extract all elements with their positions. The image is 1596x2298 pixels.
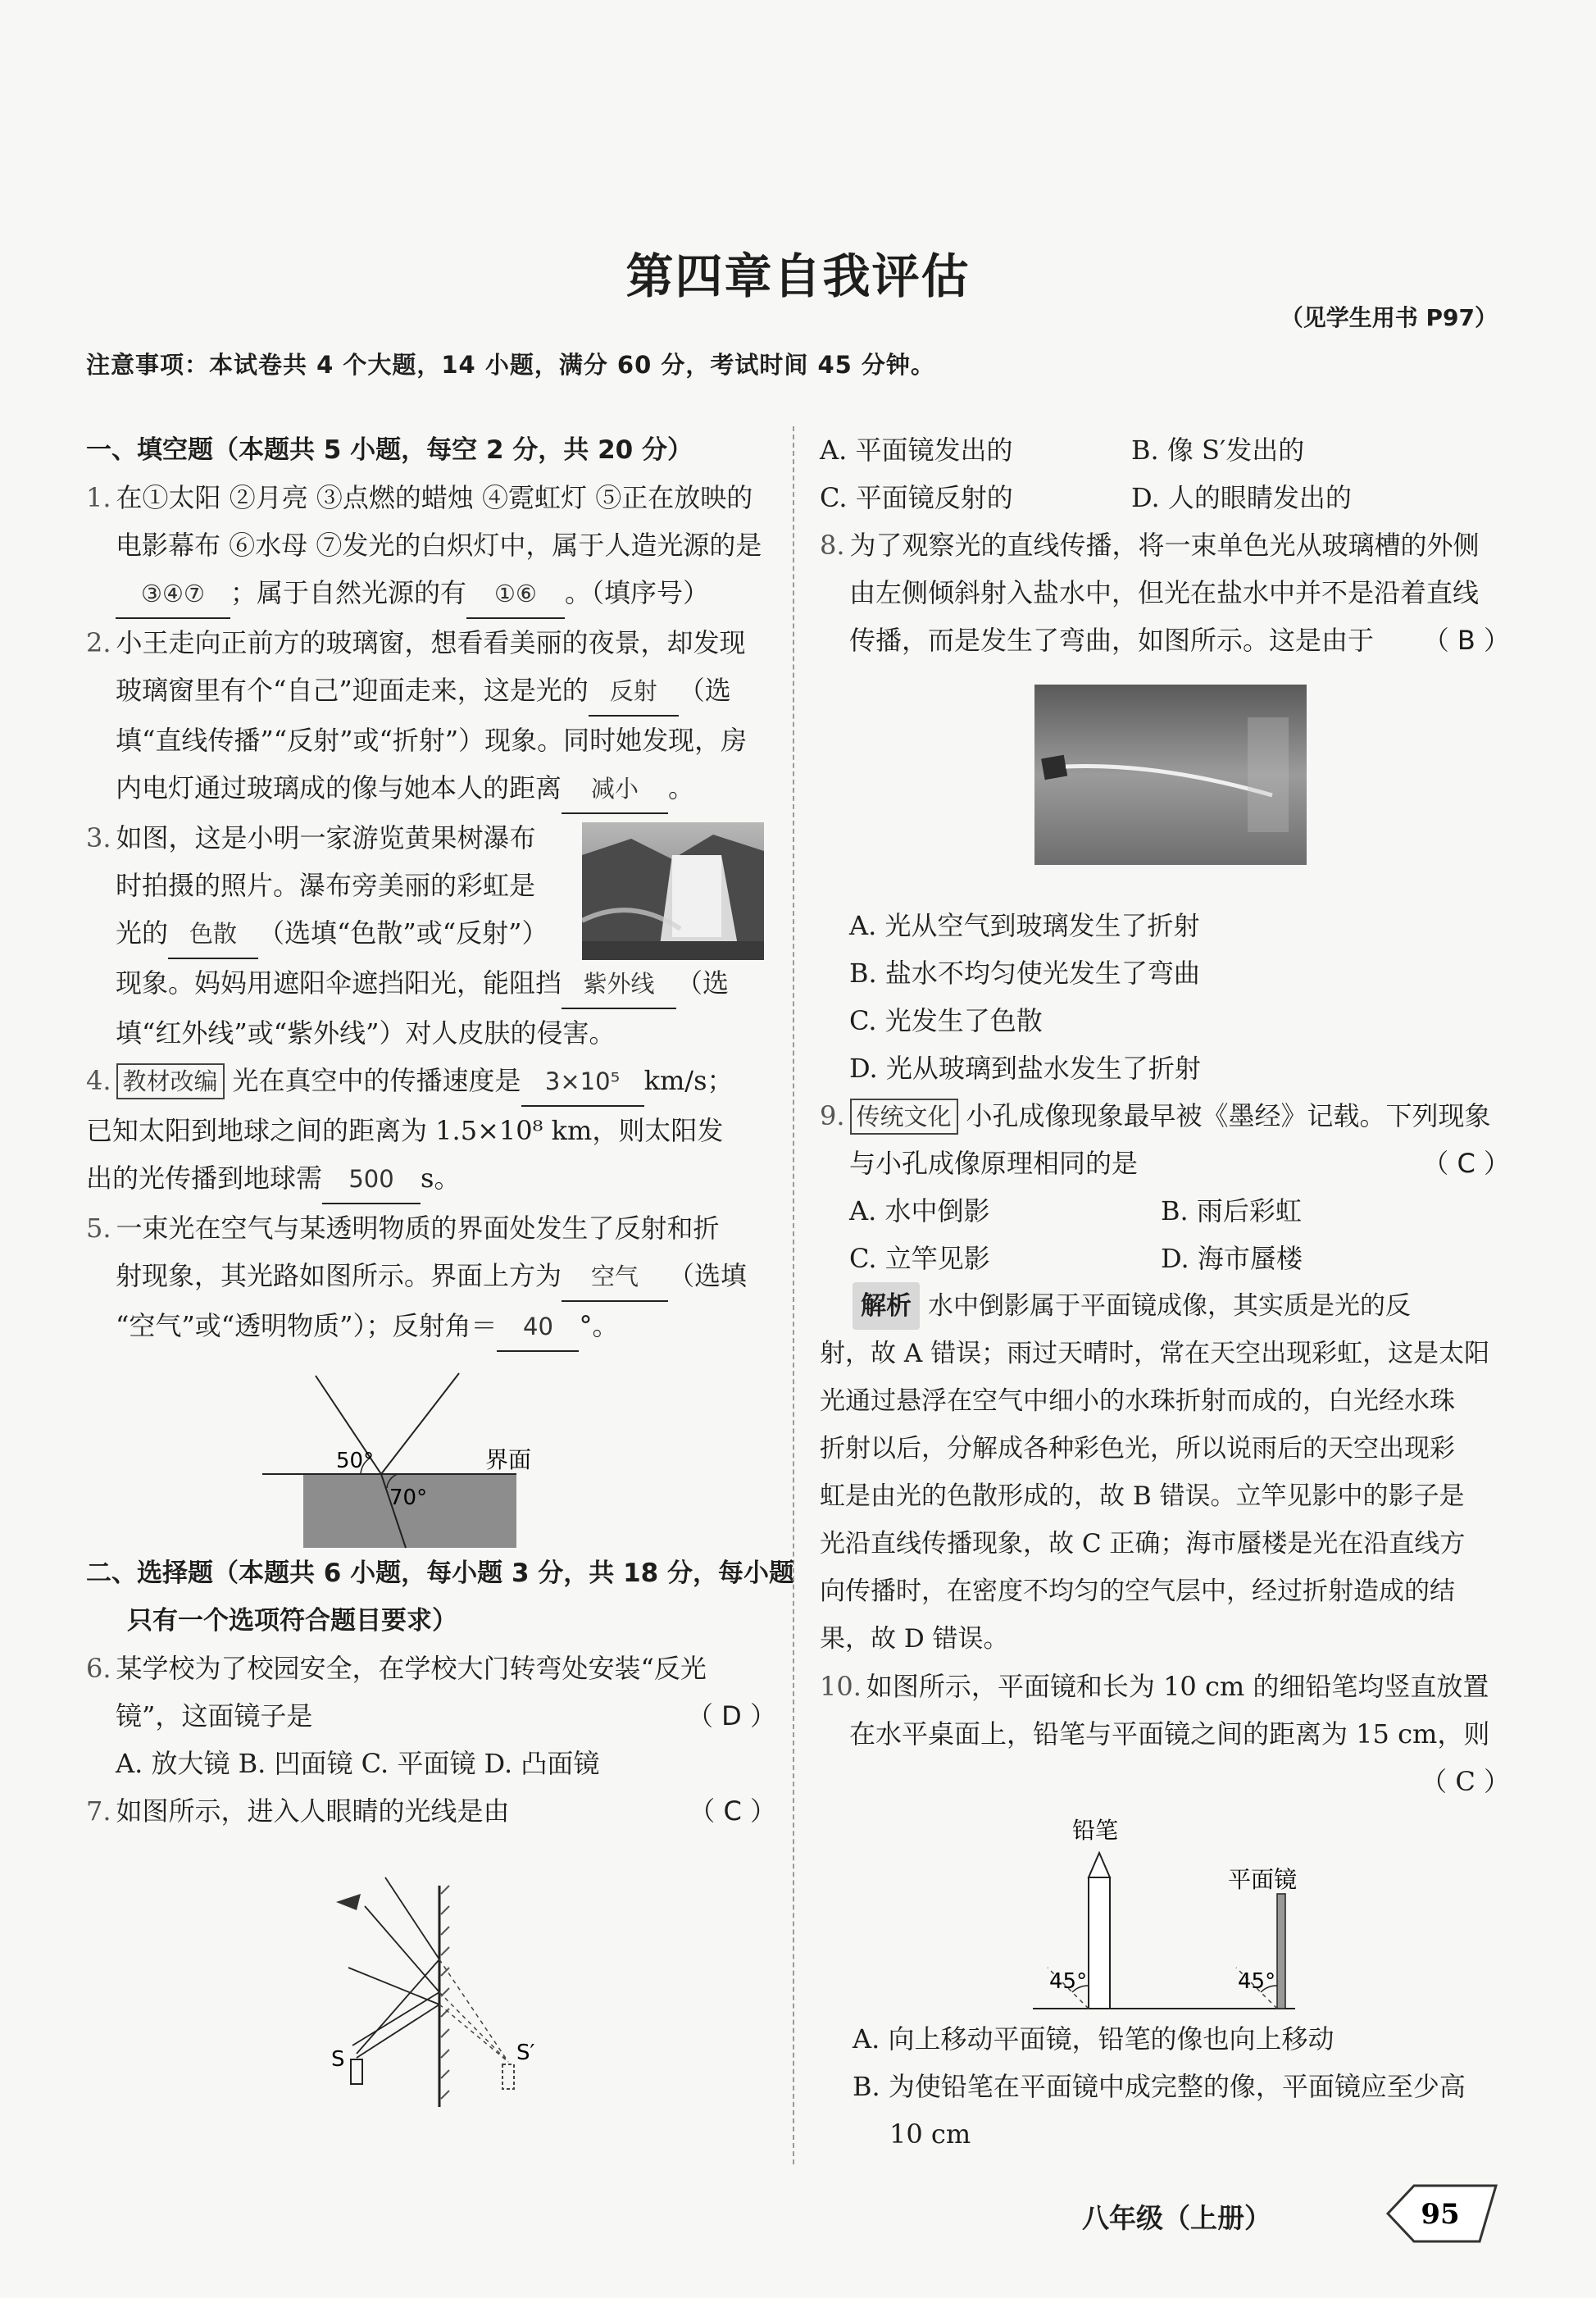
- pencil-label: 铅笔: [1072, 1817, 1119, 1844]
- question-number: 5.: [86, 1213, 111, 1244]
- question-text: 内电灯通过玻璃成的像与她本人的距离: [116, 772, 562, 803]
- question-6: [86, 1645, 776, 1787]
- question-text: 光的: [116, 917, 169, 949]
- page-number: 95: [1421, 2198, 1460, 2231]
- question-text: （选: [678, 675, 731, 706]
- question-2: [86, 619, 776, 814]
- question-text: 现象。妈妈用遮阳伞遮挡阳光，能阻挡: [116, 967, 562, 999]
- option[interactable]: A. 向上移动平面镜，铅笔的像也向上移动: [853, 2023, 1335, 2055]
- question-text: 玻璃窗里有个“自己”迎面走来，这是光的: [116, 675, 589, 706]
- pencil-mirror-diagram: [984, 1812, 1328, 2017]
- analysis-text: 向传播时，在密度不均匀的空气层中，经过折射造成的结: [820, 1577, 1455, 1606]
- waterfall-photo: [582, 822, 764, 960]
- exam-notice: 注意事项：本试卷共 4 个大题，14 小题，满分 60 分，考试时间 45 分钟。: [86, 351, 935, 379]
- analysis-text: 果，故 D 错误。: [820, 1624, 1009, 1654]
- object-label: S: [331, 2047, 345, 2072]
- option[interactable]: D. 光从玻璃到盐水发生了折射: [849, 1053, 1201, 1084]
- question-text: 镜”，这面镜子是: [116, 1700, 313, 1731]
- option[interactable]: A. 水中倒影: [849, 1195, 990, 1226]
- question-text: 为了观察光的直线传播，将一束单色光从玻璃槽的外侧: [849, 530, 1480, 561]
- reflected-ray: [381, 1373, 459, 1474]
- analysis-text: 光通过悬浮在空气中细小的水珠折射而成的，白光经水珠: [820, 1386, 1455, 1416]
- section-choice-sub: 只有一个选项符合题目要求）: [127, 1606, 457, 1636]
- question-text: 传播，而是发生了弯曲，如图所示。这是由于: [849, 625, 1375, 656]
- question-number: 10.: [820, 1671, 862, 1702]
- question-text: 填“直线传播”“反射”或“折射”）现象。同时她发现，房: [116, 725, 748, 756]
- option-continued: 10 cm: [889, 2118, 971, 2150]
- tag-traditional-culture: 传统文化: [850, 1099, 958, 1135]
- question-9: [820, 1092, 1510, 1282]
- page-title: 第四章自我评估: [625, 248, 971, 304]
- answer-blank[interactable]: 空气: [562, 1253, 668, 1302]
- refraction-diagram: [246, 1361, 590, 1549]
- question-text: 。（填序号）: [565, 577, 710, 608]
- question-1: [86, 474, 776, 619]
- question-text: “空气”或“透明物质”）；反射角＝: [116, 1310, 498, 1341]
- question-text: ；属于自然光源的有: [230, 577, 467, 608]
- question-text: （选填: [668, 1260, 748, 1291]
- grade-label: 八年级（上册）: [1082, 2202, 1271, 2234]
- mirror-eye-diagram: [320, 1869, 598, 2115]
- answer-blank[interactable]: 紫外线: [562, 960, 676, 1009]
- question-text: 小孔成像现象最早被《墨经》记载。下列现象: [966, 1100, 1491, 1131]
- option[interactable]: C. 立竿见影: [849, 1243, 990, 1274]
- answer-blank[interactable]: 减小: [562, 765, 668, 814]
- candle-object: [351, 2059, 362, 2084]
- question-text: km/s；: [643, 1065, 734, 1096]
- question-text: 在水平桌面上，铅笔与平面镜之间的距离为 15 cm，则: [849, 1718, 1490, 1750]
- angle-label: 45°: [1238, 1969, 1276, 1994]
- section-fill-in: 一、填空题（本题共 5 小题，每空 2 分，共 20 分）: [86, 435, 693, 465]
- answer-blank[interactable]: 40: [497, 1303, 579, 1352]
- answer-blank[interactable]: ③④⑦: [116, 570, 230, 619]
- question-4: [86, 1057, 776, 1204]
- option[interactable]: A. 光从空气到玻璃发生了折射: [849, 910, 1200, 941]
- question-text: （选: [676, 967, 730, 999]
- question-text: 小王走向正前方的玻璃窗，想看看美丽的夜景，却发现: [116, 627, 746, 658]
- question-number: 8.: [820, 530, 845, 561]
- answer-choice: （ C ）: [689, 1795, 776, 1827]
- question-number: 4.: [86, 1065, 111, 1096]
- analysis-text: 射，故 A 错误；雨过天晴时，常在天空出现彩虹，这是太阳: [820, 1339, 1490, 1368]
- analysis-text: 光沿直线传播现象，故 C 正确；海市蜃楼是光在沿直线方: [820, 1529, 1466, 1559]
- question-text: 如图所示，进入人眼睛的光线是由: [116, 1795, 510, 1827]
- salt-water-tank-photo: [1034, 685, 1307, 865]
- answer-choice: （ D ）: [687, 1700, 776, 1731]
- section-choice: 二、选择题（本题共 6 小题，每小题 3 分，共 18 分，每小题: [86, 1559, 795, 1588]
- eye-icon: [336, 1894, 361, 1910]
- question-text: 已知太阳到地球之间的距离为 1.5×10⁸ km，则太阳发: [86, 1115, 724, 1146]
- question-text: （选填“色散”或“反射”）: [258, 917, 548, 949]
- plane-mirror: [1277, 1894, 1285, 2009]
- angle-label: 50°: [336, 1449, 375, 1473]
- question-text: 如图所示，平面镜和长为 10 cm 的细铅笔均竖直放置: [866, 1671, 1489, 1702]
- left-column-lower: [86, 1549, 795, 1835]
- option[interactable]: B. 雨后彩虹: [1161, 1195, 1302, 1226]
- answer-options: A. 放大镜 B. 凹面镜 C. 平面镜 D. 凸面镜: [116, 1748, 600, 1779]
- question-5: [86, 1204, 776, 1352]
- answer-choice: （ B ）: [1422, 625, 1510, 656]
- angle-label: 45°: [1049, 1969, 1088, 1994]
- question-text: 如图，这是小明一家游览黄果树瀑布: [116, 822, 536, 853]
- student-book-reference: （见学生用书 P97）: [1280, 304, 1498, 331]
- question-text: 某学校为了校园安全，在学校大门转弯处安装“反光: [116, 1653, 707, 1684]
- question-text: °。: [579, 1310, 619, 1341]
- option[interactable]: B. 为使铅笔在平面镜中成完整的像，平面镜应至少高: [853, 2071, 1466, 2102]
- answer-blank[interactable]: 500: [322, 1155, 421, 1204]
- answer-blank[interactable]: 色散: [168, 910, 258, 959]
- question-text: 时拍摄的照片。瀑布旁美丽的彩虹是: [116, 870, 536, 901]
- question-number: 9.: [820, 1100, 845, 1131]
- question-text: 射现象，其光路如图所示。界面上方为: [116, 1260, 562, 1291]
- question-text: 电影幕布 ⑥水母 ⑦发光的白炽灯中，属于人造光源的是: [116, 530, 762, 561]
- mirror-label: 平面镜: [1228, 1866, 1298, 1893]
- question-7: [86, 1787, 776, 1835]
- analysis-text: 虹是由光的色散形成的，故 B 错误。立竿见影中的影子是: [820, 1481, 1465, 1511]
- question-text: 在①太阳 ②月亮 ③点燃的蜡烛 ④霓虹灯 ⑤正在放映的: [116, 482, 753, 513]
- question-text: 。: [668, 772, 695, 803]
- question-text: 填“红外线”或“紫外线”）对人皮肤的侵害。: [116, 1017, 616, 1049]
- column-divider: [793, 426, 794, 2164]
- question-number: 2.: [86, 627, 111, 658]
- q7-options-row-2: [820, 474, 1510, 521]
- analysis-label: 解析: [853, 1282, 920, 1330]
- question-text: 一束光在空气与某透明物质的界面处发生了反射和折: [116, 1213, 720, 1244]
- option[interactable]: B. 像 S′发出的: [1131, 435, 1305, 466]
- analysis-text: 水中倒影属于平面镜成像，其实质是光的反: [928, 1291, 1411, 1321]
- answer-choice: （ C ）: [1422, 1148, 1510, 1179]
- question-number: 1.: [86, 482, 111, 513]
- tag-textbook-adapted: 教材改编: [116, 1063, 225, 1099]
- page-number-badge: [1381, 2181, 1504, 2246]
- answer-blank[interactable]: 3×10⁵: [521, 1058, 644, 1107]
- answer-blank[interactable]: 反射: [589, 667, 679, 717]
- option[interactable]: B. 盐水不均匀使光发生了弯曲: [849, 958, 1200, 989]
- option[interactable]: D. 人的眼睛发出的: [1131, 482, 1352, 513]
- question-text: 出的光传播到地球需: [86, 1163, 323, 1194]
- question-text: 由左侧倾斜射入盐水中，但光在盐水中并不是沿着直线: [849, 577, 1480, 608]
- question-text: 光在真空中的传播速度是: [232, 1065, 521, 1096]
- option[interactable]: D. 海市蜃楼: [1161, 1243, 1303, 1274]
- analysis-text: 折射以后，分解成各种彩色光，所以说雨后的天空出现彩: [820, 1434, 1455, 1463]
- option[interactable]: C. 平面镜反射的: [820, 482, 1013, 513]
- answer-choice: （ C ）: [1421, 1766, 1510, 1797]
- question-number: 3.: [86, 822, 111, 853]
- answer-blank[interactable]: ①⑥: [466, 570, 565, 619]
- pencil: [1089, 1877, 1110, 2009]
- angle-label: 70°: [389, 1486, 428, 1510]
- question-text: s。: [421, 1163, 461, 1194]
- question-text: 与小孔成像原理相同的是: [849, 1148, 1139, 1179]
- q10-options: [853, 2015, 1525, 2158]
- question-10: [820, 1663, 1510, 1805]
- question-number: 7.: [86, 1795, 111, 1827]
- right-column: [820, 426, 1510, 1805]
- analysis-block: [820, 1282, 1510, 1663]
- interface-label: 界面: [485, 1446, 532, 1473]
- option[interactable]: C. 光发生了色散: [849, 1005, 1043, 1036]
- candle-image: [502, 2064, 514, 2089]
- option[interactable]: A. 平面镜发出的: [820, 435, 1013, 466]
- q7-options-row-1: [820, 426, 1510, 474]
- image-label: S′: [516, 2041, 535, 2065]
- question-number: 6.: [86, 1653, 111, 1684]
